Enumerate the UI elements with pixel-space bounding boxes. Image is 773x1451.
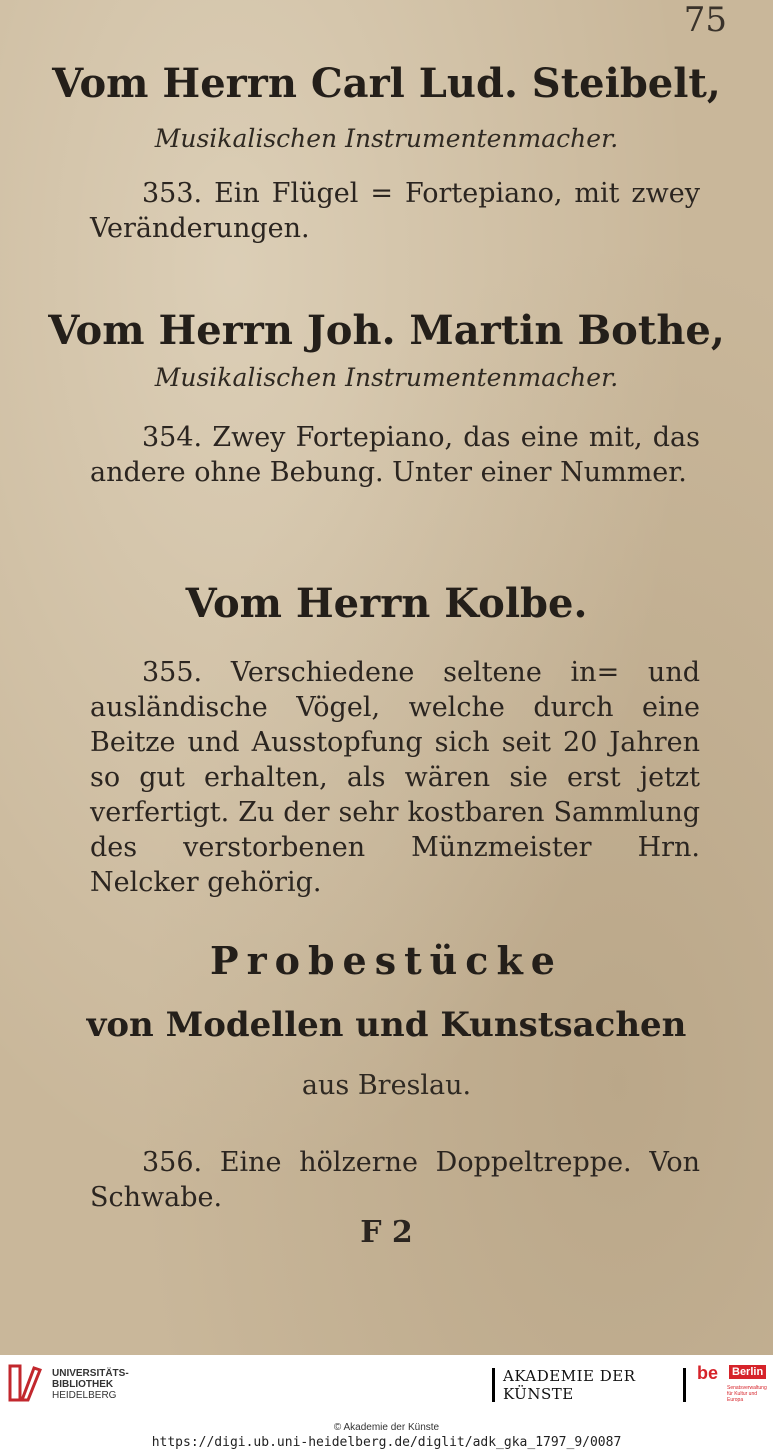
entry-text: Verschiedene seltene in= und ausländische Vögel, welche durch eine Beitze und Ausstopfung sich seit 20 Jahren so gut erhalten, als wären sie erst jetzt verfertigt. Zu der sehr kostbaren Sammlung des verstorbenen Münzmeister Hrn. Nelcker gehörig. (90, 657, 700, 898)
berlin-logo-sub: Senatsverwaltung für Kultur und Europa (727, 1385, 767, 1403)
subheading-steibelt: Musikalischen Instrumentenmacher. (154, 124, 619, 153)
university-library-logo[interactable] (8, 1362, 168, 1406)
heading-steibelt: Vom Herrn Carl Lud. Steibelt, (52, 60, 721, 107)
copyright-notice: © Akademie der Künste (333, 1422, 440, 1433)
adk-label: AKADEMIE DER KÜNSTE (495, 1364, 683, 1406)
permalink-url[interactable]: https://digi.ub.uni-heidelberg.de/diglit/adk_gka_1797_9/0087 (151, 1435, 622, 1450)
library-logo-line: UNIVERSITÄTS- (52, 1368, 129, 1379)
probestuecke-place: aus Breslau. (301, 1070, 472, 1101)
entry-number: 354. (142, 422, 203, 453)
entry-354 (90, 420, 700, 490)
akademie-der-kuenste-logo[interactable] (492, 1368, 686, 1402)
probestuecke-title: Probestücke (210, 938, 563, 983)
entry-number: 355. (142, 657, 203, 688)
subheading-bothe: Musikalischen Instrumentenmacher. (154, 363, 619, 392)
entry-text: Ein Flügel = Fortepiano, mit zwey Veränderungen. (90, 178, 700, 244)
page-number: 75 (683, 0, 727, 40)
viewer-footer (0, 1355, 773, 1451)
library-logo-line: HEIDELBERG (52, 1390, 117, 1401)
entry-text: Eine hölzerne Doppeltreppe. Von Schwabe. (90, 1147, 700, 1213)
library-logo-line: BIBLIOTHEK (52, 1379, 114, 1390)
entry-number: 353. (142, 178, 203, 209)
berlin-senate-logo[interactable] (697, 1363, 767, 1407)
entry-353 (90, 176, 700, 246)
heading-kolbe: Vom Herrn Kolbe. (185, 580, 588, 627)
entry-text: Zwey Fortepiano, das eine mit, das andere ohne Bebung. Unter einer Nummer. (90, 422, 700, 488)
library-emblem-icon (8, 1362, 42, 1404)
entry-355 (90, 655, 700, 900)
entry-number: 356. (142, 1147, 203, 1178)
heading-bothe: Vom Herrn Joh. Martin Bothe, (48, 307, 725, 354)
berlin-logo-badge: Berlin (729, 1365, 766, 1379)
probestuecke-subtitle: von Modellen und Kunstsachen (86, 1005, 687, 1045)
entry-356 (90, 1145, 700, 1215)
signature-mark: F 2 (360, 1215, 413, 1250)
berlin-logo-prefix: be (697, 1363, 719, 1383)
